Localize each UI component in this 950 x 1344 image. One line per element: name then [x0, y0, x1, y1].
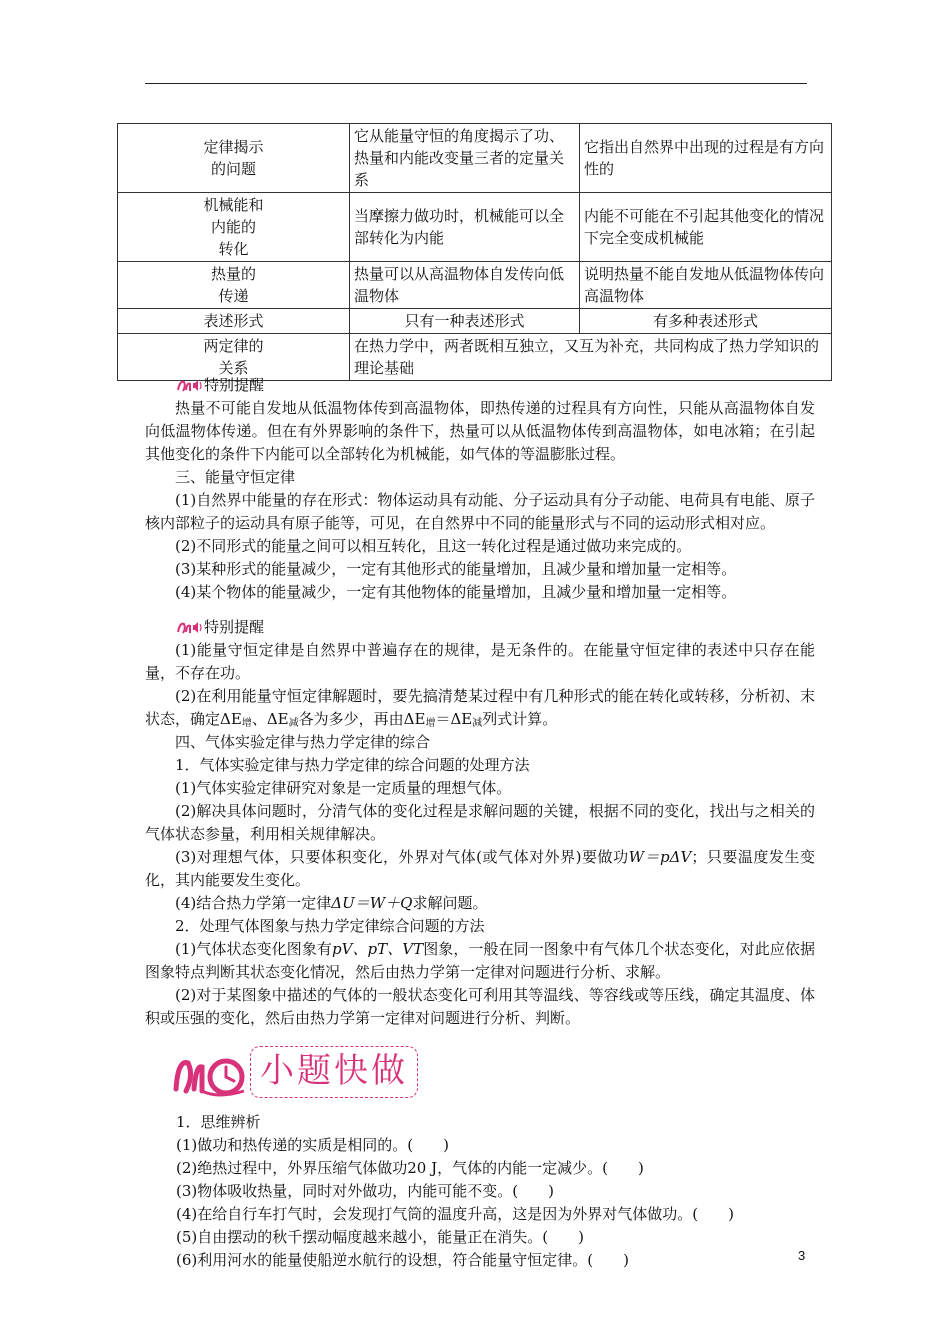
paragraph: (2)不同形式的能量之间可以相互转化，且这一转化过程是通过做功来完成的。: [175, 537, 692, 555]
section-heading: 三、能量守恒定律: [175, 468, 296, 486]
second-law-cell: 有多种表述形式: [580, 309, 832, 334]
clock-logo-icon: [172, 1045, 250, 1099]
paragraph: (2)在利用能量守恒定律解题时，要先搞清楚某过程中有几种形式的能在转化或转移，分析初、末状态，确定$\Delta E_增$、$\Delta E_减$各为多少，再由$\Delta E_增=\Delta E_减$列式计算。: [145, 687, 815, 729]
exercise-heading: 1．思维辨析: [176, 1113, 261, 1131]
second-law-cell: 它指出自然界中出现的过程是有方向性的: [580, 124, 832, 193]
list-item: (5)自由摆动的秋千摆动幅度越来越小，能量正在消失。( ): [176, 1228, 584, 1246]
quick-practice-banner: [172, 1043, 422, 1103]
paragraph: (2)解决具体问题时，分清气体的变化过程是求解问题的关键，根据不同的变化，找出与之相关的气体状态参量，利用相关规律解决。: [145, 802, 815, 843]
row-header: 表述形式: [118, 309, 350, 334]
special-reminder-2: [176, 616, 264, 638]
special-reminder-1: [176, 374, 264, 396]
paragraph: (2)对于某图象中描述的气体的一般状态变化可利用其等温线、等容线或等压线，确定其温度、体积或压强的变化，然后由热力学第一定律对问题进行分析、判断。: [145, 986, 815, 1027]
header-rule: [145, 83, 807, 84]
paragraph: (3)对理想气体，只要体积变化，外界对气体(或气体对外界)要做功W＝pΔV；只要温度发生变化，其内能要发生变化。: [145, 848, 815, 889]
second-law-cell: 说明热量不能自发地从低温物体传向高温物体: [580, 262, 832, 309]
subsection-heading: 1．气体实验定律与热力学定律的综合问题的处理方法: [175, 756, 530, 774]
second-law-cell: 内能不可能在不引起其他变化的情况下完全变成机械能: [580, 193, 832, 262]
row-header: 热量的 传递: [118, 262, 350, 309]
paragraph: (4)某个物体的能量减少，一定有其他物体的能量增加，且减少量和增加量一定相等。: [175, 583, 737, 601]
reminder-icon: [176, 618, 202, 636]
reminder-label: 特别提醒: [204, 376, 265, 394]
paragraph: (1)气体状态变化图象有pV、pT、VT图象，一般在同一图象中有气体几个状态变化，对此应依据图象特点判断其状态变化情况，然后由热力学第一定律对问题进行分析、求解。: [145, 940, 815, 981]
paragraph: (1)气体实验定律研究对象是一定质量的理想气体。: [175, 779, 512, 797]
reminder-2-text: [145, 639, 815, 735]
section-energy-conservation: [145, 466, 815, 604]
section-gas-laws: [145, 731, 815, 1030]
comparison-table: [117, 123, 832, 381]
page-number: 3: [798, 1248, 806, 1263]
first-law-cell: 它从能量守恒的角度揭示了功、热量和内能改变量三者的定量关系: [350, 124, 580, 193]
first-law-cell: 只有一种表述形式: [350, 309, 580, 334]
paragraph: (4)结合热力学第一定律ΔU＝W＋Q求解问题。: [175, 894, 488, 912]
subsection-heading: 2．处理气体图象与热力学定律综合问题的方法: [175, 917, 485, 935]
list-item: (4)在给自行车打气时，会发现打气筒的温度升高，这是因为外界对气体做功。( ): [176, 1205, 734, 1223]
reminder-label: 特别提醒: [204, 618, 265, 636]
list-item: (1)做功和热传递的实质是相同的。( ): [176, 1136, 449, 1154]
table-row: [118, 193, 832, 262]
banner-title: 小题快做: [260, 1051, 408, 1091]
first-law-cell: 当摩擦力做功时，机械能可以全部转化为内能: [350, 193, 580, 262]
row-header: 机械能和 内能的 转化: [118, 193, 350, 262]
row-header: 定律揭示 的问题: [118, 124, 350, 193]
paragraph: (1)能量守恒定律是自然界中普遍存在的规律，是无条件的。在能量守恒定律的表述中只存在能量，不存在功。: [145, 641, 815, 682]
list-item: (6)利用河水的能量使船逆水航行的设想，符合能量守恒定律。( ): [176, 1251, 629, 1269]
paragraph: 热量不可能自发地从低温物体传到高温物体，即热传递的过程具有方向性，只能从高温物体自发向低温物体传递。但在有外界影响的条件下，热量可以从低温物体传到高温物体，如电冰箱；在引起其他变化的条件下内能可以全部转化为机械能，如气体的等温膨胀过程。: [145, 399, 815, 463]
section-heading: 四、气体实验定律与热力学定律的综合: [175, 733, 431, 751]
paragraph: (3)某种形式的能量减少，一定有其他形式的能量增加，且减少量和增加量一定相等。: [175, 560, 737, 578]
list-item: (3)物体吸收热量，同时对外做功，内能可能不变。( ): [176, 1182, 554, 1200]
table-row: [118, 309, 832, 334]
table-row: [118, 124, 832, 193]
exercise-list: [176, 1111, 816, 1272]
list-item: (2)绝热过程中，外界压缩气体做功20 J，气体的内能一定减少。( ): [176, 1159, 644, 1177]
paragraph: (1)自然界中能量的存在形式：物体运动具有动能、分子运动具有分子动能、电荷具有电能、原子核内部粒子的运动具有原子能等，可见，在自然界中不同的能量形式与不同的运动形式相对应。: [145, 491, 815, 532]
reminder-icon: [176, 376, 202, 394]
merged-cell: 在热力学中，两者既相互独立，又互为补充，共同构成了热力学知识的理论基础: [350, 334, 832, 381]
table-row: [118, 262, 832, 309]
reminder-1-text: [145, 397, 815, 466]
row-header: 两定律的 关系: [118, 334, 350, 381]
first-law-cell: 热量可以从高温物体自发传向低温物体: [350, 262, 580, 309]
